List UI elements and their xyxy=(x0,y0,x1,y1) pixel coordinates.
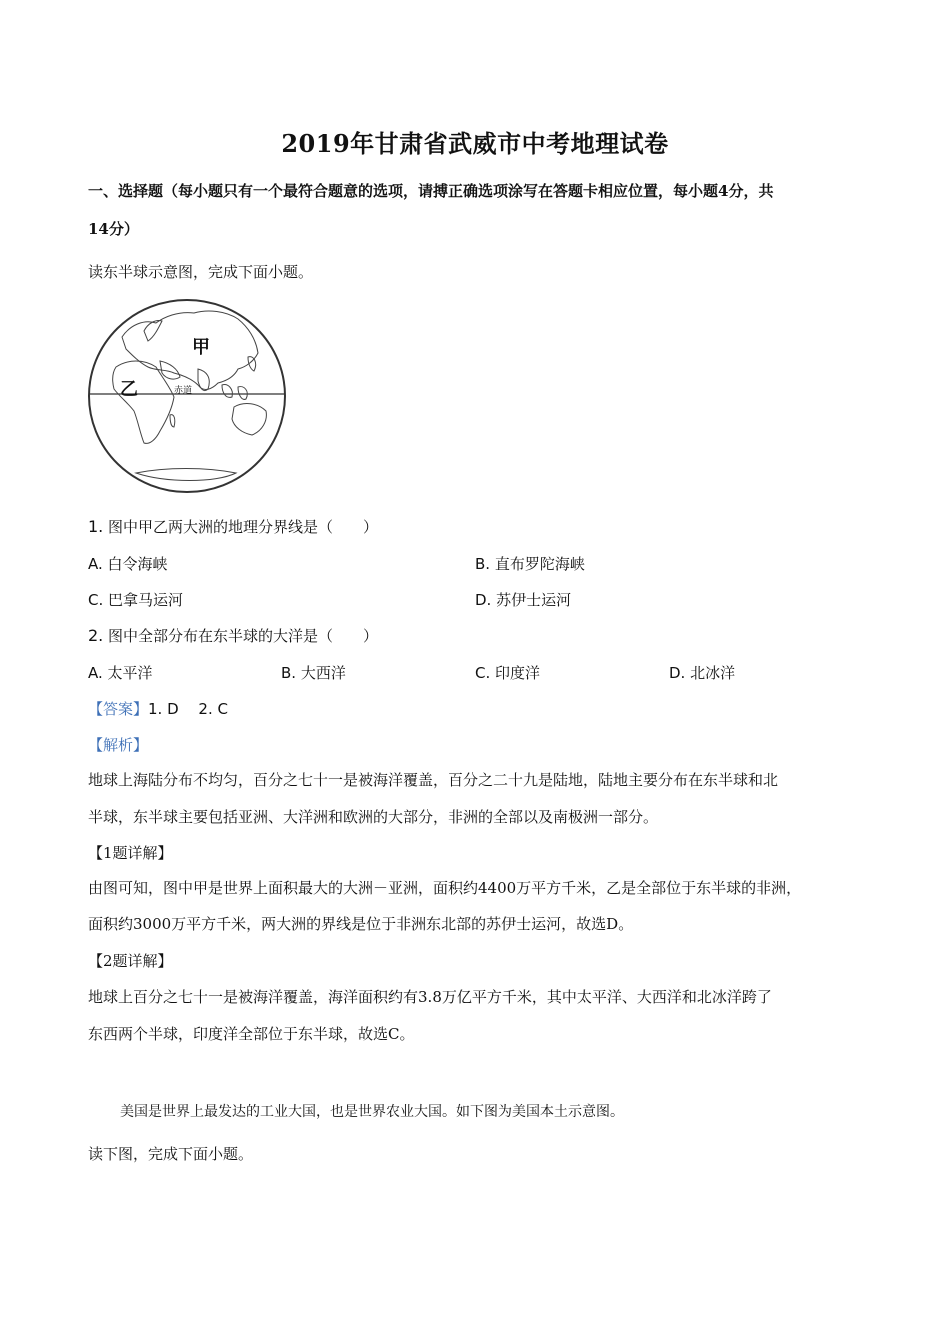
option-text: 大西洋 xyxy=(300,664,346,682)
detail-2-line1: 地球上百分之七十一是被海洋覆盖，海洋面积约有3.8万亿平方千米，其中太平洋、大西洋和北冰洋跨了 xyxy=(88,988,772,1006)
analysis-line1: 地球上海陆分布不均匀，百分之七十一是被海洋覆盖，百分之二十九是陆地，陆地主要分布在东半球和北 xyxy=(88,771,779,789)
question-1 xyxy=(88,516,378,537)
detail-1-line2: 面积约3000万平方千米，两大洲的界线是位于非洲东北部的苏伊士运河，故选D。 xyxy=(88,915,634,933)
detail-2-label: 【2题详解】 xyxy=(88,952,173,970)
option-text: 印度洋 xyxy=(495,664,541,682)
question-2 xyxy=(88,625,378,646)
map-label-jia: 甲 xyxy=(192,337,210,358)
map-label-yi: 乙 xyxy=(120,379,138,400)
usa-intro-line1: 美国是世界上最发达的工业大国，也是世界农业大国。如下图为美国本土示意图。 xyxy=(120,1104,624,1120)
option-letter: B. xyxy=(475,555,491,573)
answer-value: 1. D 2. C xyxy=(148,700,228,718)
page-title: 2019年甘肃省武威市中考地理试卷 xyxy=(281,129,669,158)
option-letter: D. xyxy=(669,664,686,682)
q2-option-a xyxy=(88,662,153,683)
question-2-stem: 图中全部分布在东半球的大洋是（ ） xyxy=(108,627,379,645)
usa-intro-line2: 读下图，完成下面小题。 xyxy=(88,1145,254,1163)
option-letter: C. xyxy=(88,591,104,609)
q1-option-d xyxy=(475,589,571,610)
hemisphere-drawing xyxy=(86,297,288,495)
q2-option-b xyxy=(281,662,346,683)
question-1-stem: 图中甲乙两大洲的地理分界线是（ ） xyxy=(108,518,379,536)
option-letter: B. xyxy=(281,664,297,682)
map-label-equator: 赤道 xyxy=(174,386,193,396)
q1-option-b xyxy=(475,553,585,574)
question-1-number: 1. xyxy=(88,517,104,536)
option-letter: D. xyxy=(475,591,492,609)
answer-label: 【答案】 xyxy=(88,700,149,718)
option-text: 苏伊士运河 xyxy=(496,591,572,609)
analysis-label: 【解析】 xyxy=(88,736,149,754)
section-heading-line1: 一、选择题（每小题只有一个最符合题意的选项，请搏正确选项涂写在答题卡相应位置，每小题4分，共 xyxy=(88,182,774,200)
q1-option-a xyxy=(88,553,168,574)
option-letter: A. xyxy=(88,555,103,573)
question-2-number: 2. xyxy=(88,626,104,645)
q1-option-c xyxy=(88,589,183,610)
option-text: 太平洋 xyxy=(107,664,153,682)
question-intro: 读东半球示意图，完成下面小题。 xyxy=(88,263,314,281)
option-letter: C. xyxy=(475,664,491,682)
q2-option-c xyxy=(475,662,540,683)
option-text: 直布罗陀海峡 xyxy=(494,555,585,573)
option-text: 白令海峡 xyxy=(107,555,168,573)
option-text: 北冰洋 xyxy=(690,664,736,682)
q2-option-d xyxy=(669,662,735,683)
option-text: 巴拿马运河 xyxy=(108,591,184,609)
detail-2-line2: 东西两个半球，印度洋全部位于东半球，故选C。 xyxy=(88,1025,415,1043)
answer-line xyxy=(88,698,228,719)
detail-1-label: 【1题详解】 xyxy=(88,844,173,862)
eastern-hemisphere-map xyxy=(86,297,288,495)
analysis-line2: 半球，东半球主要包括亚洲、大洋洲和欧洲的大部分，非洲的全部以及南极洲一部分。 xyxy=(88,808,659,826)
section-heading-line2: 14分） xyxy=(88,220,139,238)
detail-1-line1: 由图可知，图中甲是世界上面积最大的大洲－亚洲，面积约4400万平方千米，乙是全部位于东半球的非洲， xyxy=(88,879,802,897)
option-letter: A. xyxy=(88,664,103,682)
